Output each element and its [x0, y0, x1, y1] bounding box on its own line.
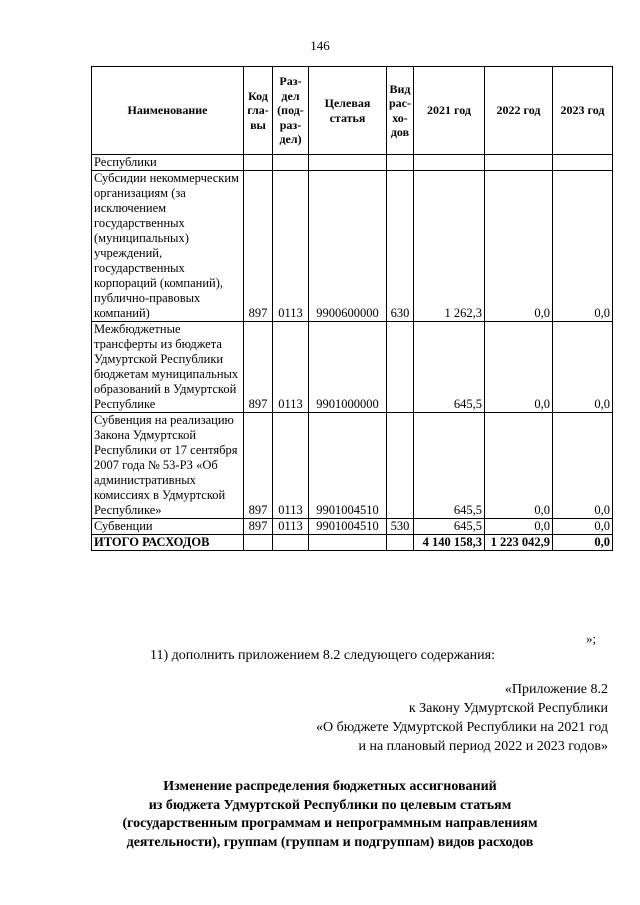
row-razdel — [273, 535, 309, 551]
row-2022: 0,0 — [484, 171, 552, 322]
row-celevaya: 9901000000 — [309, 322, 387, 413]
row-vid — [387, 413, 414, 519]
title-line: деятельности), группам (группам и подгруппам) видов расходов — [126, 834, 534, 850]
page-number: 146 — [310, 38, 330, 53]
table-header-row — [92, 67, 613, 155]
row-vid: 630 — [387, 171, 414, 322]
total-2022: 1 223 042,9 — [484, 535, 552, 551]
row-name: Субвенции — [92, 519, 244, 535]
row-2021: 1 262,3 — [413, 171, 484, 322]
row-2022: 0,0 — [484, 519, 552, 535]
table-total-row — [92, 535, 613, 551]
header-celevaya-statya: Целевая статья — [309, 67, 387, 155]
closing-quote: »; — [586, 631, 597, 646]
row-kod: 897 — [244, 322, 273, 413]
total-2023: 0,0 — [552, 535, 612, 551]
header-2022: 2022 год — [484, 67, 552, 155]
row-celevaya: 9900600000 — [309, 171, 387, 322]
row-2023 — [552, 155, 612, 171]
title-line: Изменение распределения бюджетных ассигнований — [163, 779, 497, 794]
header-razdel: Раз- дел (под- раз- дел) — [273, 67, 309, 155]
appendix-line: «Приложение 8.2 — [504, 682, 608, 697]
row-2023: 0,0 — [552, 171, 612, 322]
row-celevaya: 9901004510 — [309, 413, 387, 519]
row-2023: 0,0 — [552, 413, 612, 519]
table-row — [92, 155, 613, 171]
table-row — [92, 171, 613, 322]
row-kod — [244, 535, 273, 551]
table-row — [92, 519, 613, 535]
title-line: из бюджета Удмуртской Республики по целевым статьям — [148, 797, 512, 813]
budget-table — [91, 66, 613, 551]
row-razdel — [273, 155, 309, 171]
amendment-text: 11) дополнить приложением 8.2 следующего содержания: — [150, 648, 495, 663]
table-row — [92, 322, 613, 413]
row-name: Субвенция на реализацию Закона Удмуртской Республики от 17 сентября 2007 года № 53-РЗ «Об административных комиссиях в Удмуртской Республике» — [92, 413, 244, 519]
appendix-line: и на плановый период 2022 и 2023 годов» — [358, 739, 608, 754]
title-line: (государственным программам и непрограммным направлениям — [122, 816, 538, 831]
header-kod-glavy: Код гла- вы — [244, 67, 273, 155]
appendix-header — [316, 680, 608, 756]
row-razdel: 0113 — [273, 413, 309, 519]
row-vid — [387, 535, 414, 551]
header-name: Наименование — [92, 67, 244, 155]
header-vid-rashodov: Вид рас- хо- дов — [387, 67, 414, 155]
row-2021: 645,5 — [413, 519, 484, 535]
row-vid: 530 — [387, 519, 414, 535]
row-2022: 0,0 — [484, 413, 552, 519]
document-title — [100, 778, 560, 852]
row-2021 — [413, 155, 484, 171]
row-kod — [244, 155, 273, 171]
appendix-line: к Закону Удмуртской Республики — [408, 701, 608, 716]
row-kod: 897 — [244, 519, 273, 535]
table-row — [92, 413, 613, 519]
appendix-line: «О бюджете Удмуртской Республики на 2021 год — [315, 720, 608, 735]
row-razdel: 0113 — [273, 171, 309, 322]
row-name: Межбюджетные трансферты из бюджета Удмуртской Республики бюджетам муниципальных образований в Удмуртской Республике — [92, 322, 244, 413]
row-name: Республики — [92, 155, 244, 171]
row-name: Субсидии некоммерческим организациям (за исключением государственных (муниципальных) учреждений, государственных корпораций (компаний), публично-правовых компаний) — [92, 171, 244, 322]
row-celevaya — [309, 535, 387, 551]
row-celevaya — [309, 155, 387, 171]
row-2022: 0,0 — [484, 322, 552, 413]
row-razdel: 0113 — [273, 519, 309, 535]
total-label: ИТОГО РАСХОДОВ — [92, 535, 244, 551]
row-2022 — [484, 155, 552, 171]
row-razdel: 0113 — [273, 322, 309, 413]
row-vid — [387, 322, 414, 413]
header-2023: 2023 год — [552, 67, 612, 155]
row-vid — [387, 155, 414, 171]
row-2023: 0,0 — [552, 322, 612, 413]
row-kod: 897 — [244, 413, 273, 519]
total-2021: 4 140 158,3 — [413, 535, 484, 551]
row-2021: 645,5 — [413, 413, 484, 519]
row-2023: 0,0 — [552, 519, 612, 535]
row-2021: 645,5 — [413, 322, 484, 413]
row-kod: 897 — [244, 171, 273, 322]
header-2021: 2021 год — [413, 67, 484, 155]
row-celevaya: 9901004510 — [309, 519, 387, 535]
